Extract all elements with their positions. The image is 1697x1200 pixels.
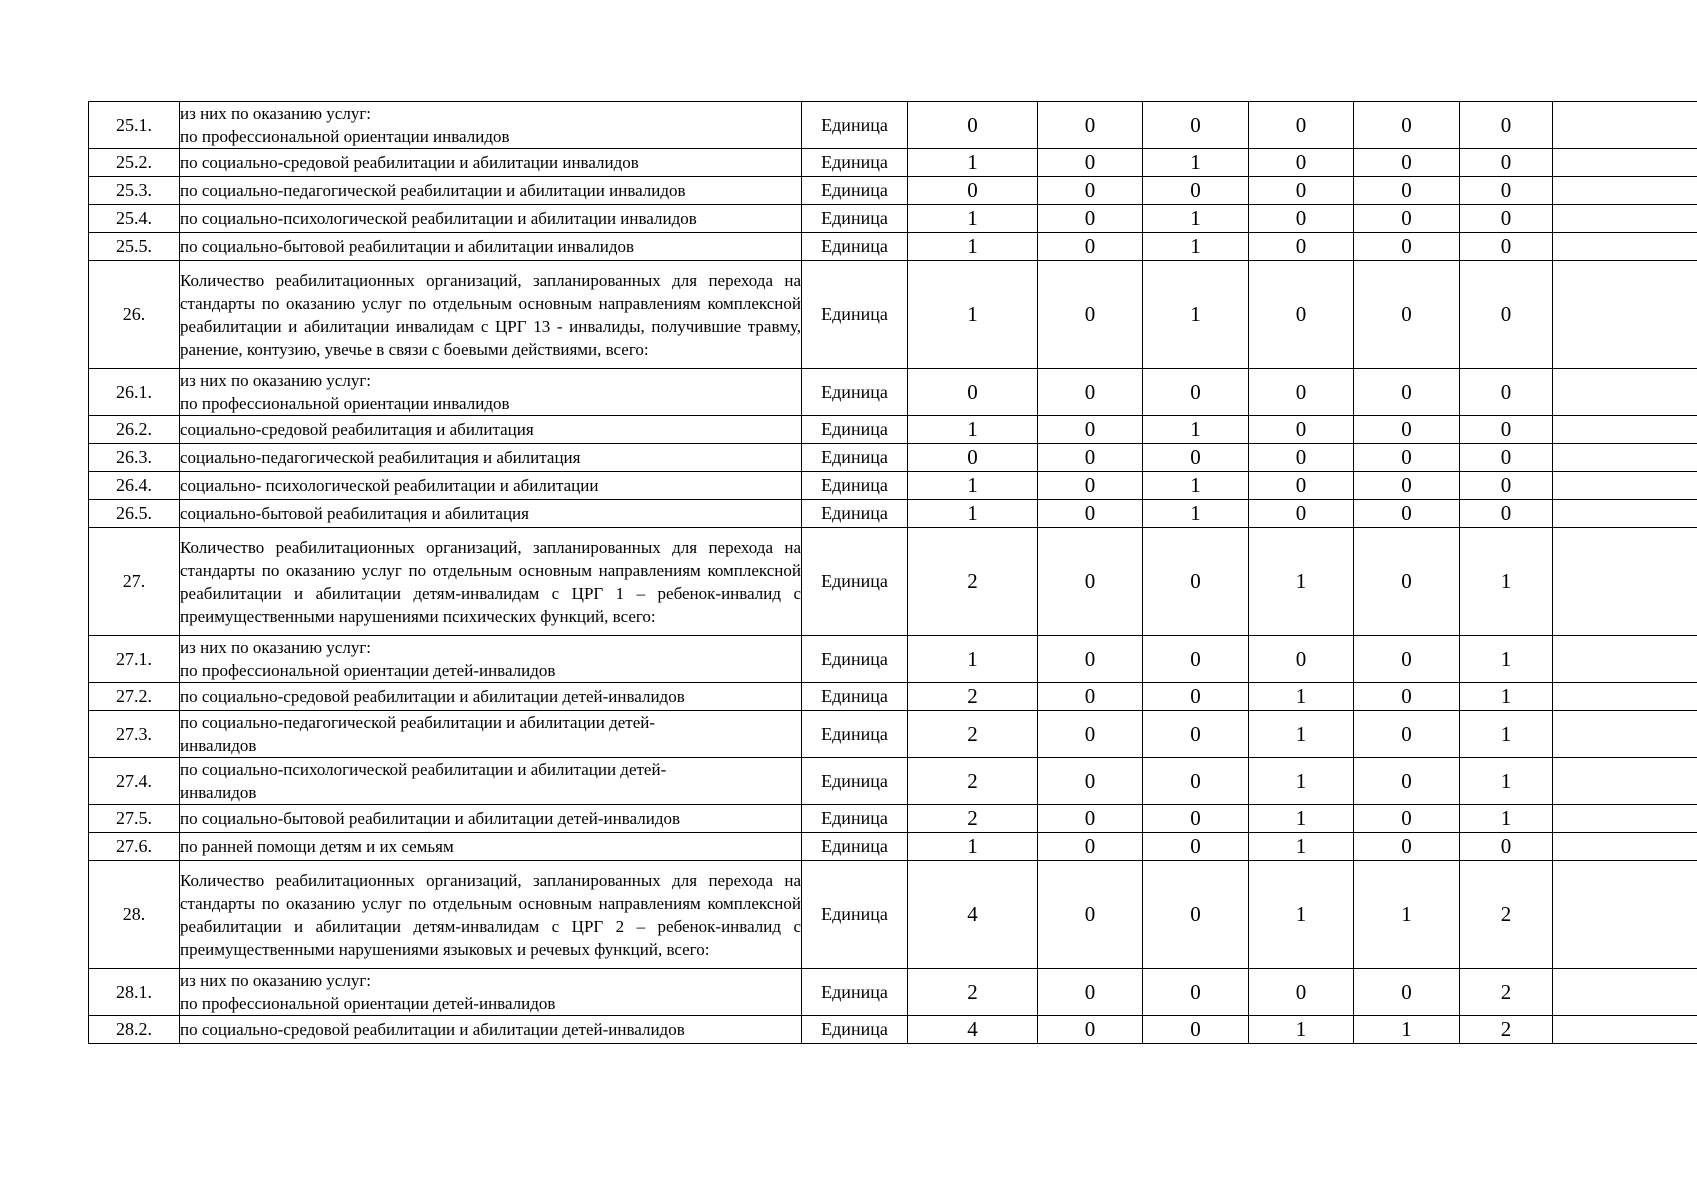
row-unit: Единица bbox=[802, 102, 908, 149]
row-value-1: 1 bbox=[908, 416, 1038, 444]
row-value-6: 0 bbox=[1460, 500, 1553, 528]
row-value-1: 1 bbox=[908, 833, 1038, 861]
table-row bbox=[89, 805, 1697, 833]
row-value-6: 1 bbox=[1460, 636, 1553, 683]
row-extra-cell bbox=[1553, 205, 1697, 233]
row-value-1: 1 bbox=[908, 500, 1038, 528]
table-row bbox=[89, 861, 1697, 969]
row-value-3: 0 bbox=[1143, 805, 1249, 833]
row-unit: Единица bbox=[802, 1016, 908, 1044]
description-line: социально-бытовой реабилитация и абилитация bbox=[180, 504, 529, 523]
row-unit: Единица bbox=[802, 636, 908, 683]
row-value-6: 0 bbox=[1460, 472, 1553, 500]
row-extra-cell bbox=[1553, 472, 1697, 500]
row-value-5: 1 bbox=[1354, 1016, 1460, 1044]
row-unit: Единица bbox=[802, 233, 908, 261]
row-description bbox=[180, 758, 802, 805]
row-extra-cell bbox=[1553, 528, 1697, 636]
description-line: по социально-психологической реабилитации и абилитации детей- bbox=[180, 760, 667, 779]
table-row bbox=[89, 711, 1697, 758]
row-value-1: 2 bbox=[908, 805, 1038, 833]
row-description bbox=[180, 833, 802, 861]
row-value-5: 0 bbox=[1354, 416, 1460, 444]
row-number: 26.4. bbox=[89, 472, 180, 500]
row-value-4: 0 bbox=[1249, 636, 1354, 683]
row-value-2: 0 bbox=[1038, 416, 1143, 444]
row-value-5: 1 bbox=[1354, 861, 1460, 969]
row-extra-cell bbox=[1553, 500, 1697, 528]
row-unit: Единица bbox=[802, 711, 908, 758]
row-unit: Единица bbox=[802, 261, 908, 369]
row-value-6: 0 bbox=[1460, 444, 1553, 472]
row-value-6: 0 bbox=[1460, 177, 1553, 205]
row-value-5: 0 bbox=[1354, 833, 1460, 861]
row-value-5: 0 bbox=[1354, 711, 1460, 758]
row-unit: Единица bbox=[802, 683, 908, 711]
row-value-1: 2 bbox=[908, 969, 1038, 1016]
row-description bbox=[180, 636, 802, 683]
row-value-6: 1 bbox=[1460, 758, 1553, 805]
row-value-2: 0 bbox=[1038, 636, 1143, 683]
row-value-1: 0 bbox=[908, 177, 1038, 205]
row-value-6: 0 bbox=[1460, 261, 1553, 369]
row-value-2: 0 bbox=[1038, 369, 1143, 416]
row-description bbox=[180, 711, 802, 758]
row-value-4: 0 bbox=[1249, 261, 1354, 369]
row-value-4: 1 bbox=[1249, 528, 1354, 636]
row-value-3: 0 bbox=[1143, 636, 1249, 683]
description-line: по социально-средовой реабилитации и абилитации детей-инвалидов bbox=[180, 687, 685, 706]
row-number: 27.1. bbox=[89, 636, 180, 683]
row-unit: Единица bbox=[802, 833, 908, 861]
row-number: 25.2. bbox=[89, 149, 180, 177]
row-value-4: 0 bbox=[1249, 233, 1354, 261]
table-row bbox=[89, 833, 1697, 861]
table-body bbox=[89, 102, 1697, 1044]
row-value-3: 1 bbox=[1143, 500, 1249, 528]
table-row bbox=[89, 233, 1697, 261]
description-line: по профессиональной ориентации детей-инвалидов bbox=[180, 661, 556, 680]
row-number: 28.1. bbox=[89, 969, 180, 1016]
row-number: 27.5. bbox=[89, 805, 180, 833]
row-value-5: 0 bbox=[1354, 102, 1460, 149]
row-number: 25.3. bbox=[89, 177, 180, 205]
row-value-2: 0 bbox=[1038, 833, 1143, 861]
row-number: 28. bbox=[89, 861, 180, 969]
row-value-3: 0 bbox=[1143, 1016, 1249, 1044]
row-value-1: 0 bbox=[908, 102, 1038, 149]
row-value-3: 1 bbox=[1143, 149, 1249, 177]
row-value-3: 1 bbox=[1143, 416, 1249, 444]
row-value-2: 0 bbox=[1038, 683, 1143, 711]
row-value-5: 0 bbox=[1354, 805, 1460, 833]
table-row bbox=[89, 528, 1697, 636]
row-value-5: 0 bbox=[1354, 758, 1460, 805]
row-description: Количество реабилитационных организаций, запланированных для перехода на стандарты по оказанию услуг по отдельным основным направлениям комплексной реабилитации и абилитации инвалидам с ЦРГ 13 - инвалиды, получившие травму, ранение, контузию, увечье в связи с боевыми действиями, всего: bbox=[180, 261, 802, 369]
row-value-2: 0 bbox=[1038, 861, 1143, 969]
row-extra-cell bbox=[1553, 261, 1697, 369]
row-value-6: 1 bbox=[1460, 528, 1553, 636]
row-description bbox=[180, 416, 802, 444]
row-value-2: 0 bbox=[1038, 805, 1143, 833]
row-value-2: 0 bbox=[1038, 711, 1143, 758]
row-value-6: 2 bbox=[1460, 969, 1553, 1016]
row-value-4: 1 bbox=[1249, 861, 1354, 969]
row-value-5: 0 bbox=[1354, 177, 1460, 205]
row-value-3: 0 bbox=[1143, 861, 1249, 969]
row-value-5: 0 bbox=[1354, 636, 1460, 683]
row-value-1: 0 bbox=[908, 444, 1038, 472]
row-value-3: 0 bbox=[1143, 969, 1249, 1016]
row-value-6: 0 bbox=[1460, 102, 1553, 149]
row-value-5: 0 bbox=[1354, 969, 1460, 1016]
row-value-2: 0 bbox=[1038, 500, 1143, 528]
row-value-1: 1 bbox=[908, 233, 1038, 261]
row-value-5: 0 bbox=[1354, 205, 1460, 233]
row-value-2: 0 bbox=[1038, 149, 1143, 177]
description-line: социально- психологической реабилитации и абилитации bbox=[180, 476, 599, 495]
row-extra-cell bbox=[1553, 758, 1697, 805]
row-value-3: 1 bbox=[1143, 472, 1249, 500]
row-extra-cell bbox=[1553, 233, 1697, 261]
row-value-3: 1 bbox=[1143, 233, 1249, 261]
row-extra-cell bbox=[1553, 177, 1697, 205]
row-value-5: 0 bbox=[1354, 528, 1460, 636]
row-value-5: 0 bbox=[1354, 233, 1460, 261]
row-value-5: 0 bbox=[1354, 149, 1460, 177]
row-extra-cell bbox=[1553, 636, 1697, 683]
row-value-6: 0 bbox=[1460, 149, 1553, 177]
row-number: 27.6. bbox=[89, 833, 180, 861]
row-value-2: 0 bbox=[1038, 969, 1143, 1016]
row-value-2: 0 bbox=[1038, 205, 1143, 233]
row-value-6: 1 bbox=[1460, 805, 1553, 833]
row-number: 27.4. bbox=[89, 758, 180, 805]
row-value-1: 1 bbox=[908, 205, 1038, 233]
description-line: инвалидов bbox=[180, 736, 257, 755]
row-value-5: 0 bbox=[1354, 444, 1460, 472]
row-value-5: 0 bbox=[1354, 500, 1460, 528]
row-extra-cell bbox=[1553, 711, 1697, 758]
table-row bbox=[89, 177, 1697, 205]
row-value-1: 2 bbox=[908, 683, 1038, 711]
table-row bbox=[89, 102, 1697, 149]
description-line: социально-педагогической реабилитация и абилитация bbox=[180, 448, 581, 467]
row-number: 27.2. bbox=[89, 683, 180, 711]
row-value-4: 1 bbox=[1249, 758, 1354, 805]
table-row bbox=[89, 683, 1697, 711]
row-value-1: 2 bbox=[908, 528, 1038, 636]
row-value-4: 1 bbox=[1249, 833, 1354, 861]
row-description bbox=[180, 472, 802, 500]
row-value-2: 0 bbox=[1038, 233, 1143, 261]
row-number: 25.4. bbox=[89, 205, 180, 233]
row-value-1: 4 bbox=[908, 1016, 1038, 1044]
description-line: по социально-бытовой реабилитации и абилитации инвалидов bbox=[180, 237, 635, 256]
row-description bbox=[180, 805, 802, 833]
row-value-6: 1 bbox=[1460, 711, 1553, 758]
data-table bbox=[88, 101, 1697, 1044]
row-extra-cell bbox=[1553, 861, 1697, 969]
description-line: из них по оказанию услуг: bbox=[180, 638, 372, 657]
row-value-1: 2 bbox=[908, 711, 1038, 758]
row-number: 26.1. bbox=[89, 369, 180, 416]
row-value-4: 0 bbox=[1249, 369, 1354, 416]
row-description bbox=[180, 1016, 802, 1044]
row-extra-cell bbox=[1553, 369, 1697, 416]
table-row bbox=[89, 758, 1697, 805]
row-value-4: 0 bbox=[1249, 102, 1354, 149]
row-value-3: 0 bbox=[1143, 444, 1249, 472]
description-line: по профессиональной ориентации инвалидов bbox=[180, 394, 510, 413]
row-unit: Единица bbox=[802, 416, 908, 444]
row-extra-cell bbox=[1553, 102, 1697, 149]
row-number: 26.5. bbox=[89, 500, 180, 528]
row-number: 28.2. bbox=[89, 1016, 180, 1044]
table-row bbox=[89, 416, 1697, 444]
description-line: по ранней помощи детям и их семьям bbox=[180, 837, 454, 856]
table-row bbox=[89, 969, 1697, 1016]
description-line: по социально-средовой реабилитации и абилитации детей-инвалидов bbox=[180, 1020, 685, 1039]
row-number: 26.2. bbox=[89, 416, 180, 444]
row-number: 25.1. bbox=[89, 102, 180, 149]
description-line: по социально-психологической реабилитации и абилитации инвалидов bbox=[180, 209, 697, 228]
row-extra-cell bbox=[1553, 444, 1697, 472]
row-value-1: 0 bbox=[908, 369, 1038, 416]
row-value-4: 1 bbox=[1249, 683, 1354, 711]
row-value-3: 0 bbox=[1143, 683, 1249, 711]
row-description bbox=[180, 369, 802, 416]
row-unit: Единица bbox=[802, 177, 908, 205]
row-value-3: 1 bbox=[1143, 261, 1249, 369]
row-value-3: 0 bbox=[1143, 528, 1249, 636]
row-number: 25.5. bbox=[89, 233, 180, 261]
row-value-1: 1 bbox=[908, 636, 1038, 683]
row-unit: Единица bbox=[802, 969, 908, 1016]
row-value-3: 0 bbox=[1143, 833, 1249, 861]
row-value-3: 0 bbox=[1143, 758, 1249, 805]
table-row bbox=[89, 369, 1697, 416]
row-value-1: 4 bbox=[908, 861, 1038, 969]
description-line: социально-средовой реабилитация и абилитация bbox=[180, 420, 534, 439]
table-row bbox=[89, 149, 1697, 177]
row-value-2: 0 bbox=[1038, 472, 1143, 500]
row-value-4: 0 bbox=[1249, 177, 1354, 205]
description-line: по профессиональной ориентации инвалидов bbox=[180, 127, 510, 146]
row-value-4: 0 bbox=[1249, 969, 1354, 1016]
row-number: 27. bbox=[89, 528, 180, 636]
row-value-4: 0 bbox=[1249, 149, 1354, 177]
row-value-5: 0 bbox=[1354, 472, 1460, 500]
row-value-5: 0 bbox=[1354, 683, 1460, 711]
table-row bbox=[89, 1016, 1697, 1044]
row-value-4: 0 bbox=[1249, 205, 1354, 233]
row-value-2: 0 bbox=[1038, 758, 1143, 805]
row-unit: Единица bbox=[802, 500, 908, 528]
row-description bbox=[180, 205, 802, 233]
row-value-6: 2 bbox=[1460, 861, 1553, 969]
table-row bbox=[89, 261, 1697, 369]
row-value-6: 0 bbox=[1460, 416, 1553, 444]
table-row bbox=[89, 636, 1697, 683]
row-extra-cell bbox=[1553, 416, 1697, 444]
row-unit: Единица bbox=[802, 369, 908, 416]
row-extra-cell bbox=[1553, 969, 1697, 1016]
row-value-6: 0 bbox=[1460, 833, 1553, 861]
row-value-3: 1 bbox=[1143, 205, 1249, 233]
row-value-3: 0 bbox=[1143, 102, 1249, 149]
description-line: из них по оказанию услуг: bbox=[180, 971, 372, 990]
row-description bbox=[180, 149, 802, 177]
row-value-2: 0 bbox=[1038, 444, 1143, 472]
row-value-2: 0 bbox=[1038, 1016, 1143, 1044]
row-unit: Единица bbox=[802, 472, 908, 500]
row-value-1: 1 bbox=[908, 472, 1038, 500]
description-line: инвалидов bbox=[180, 783, 257, 802]
row-number: 26.3. bbox=[89, 444, 180, 472]
row-value-5: 0 bbox=[1354, 261, 1460, 369]
row-value-6: 0 bbox=[1460, 233, 1553, 261]
description-line: по социально-бытовой реабилитации и абилитации детей-инвалидов bbox=[180, 809, 680, 828]
row-value-1: 2 bbox=[908, 758, 1038, 805]
row-value-2: 0 bbox=[1038, 177, 1143, 205]
table-row bbox=[89, 500, 1697, 528]
row-value-6: 0 bbox=[1460, 369, 1553, 416]
row-description bbox=[180, 177, 802, 205]
row-extra-cell bbox=[1553, 149, 1697, 177]
row-unit: Единица bbox=[802, 758, 908, 805]
row-value-4: 1 bbox=[1249, 1016, 1354, 1044]
row-value-4: 0 bbox=[1249, 416, 1354, 444]
row-number: 26. bbox=[89, 261, 180, 369]
row-extra-cell bbox=[1553, 683, 1697, 711]
row-description: Количество реабилитационных организаций, запланированных для перехода на стандарты по оказанию услуг по отдельным основным направлениям комплексной реабилитации и абилитации детям-инвалидам с ЦРГ 2 – ребенок-инвалид с преимущественными нарушениями языковых и речевых функций, всего: bbox=[180, 861, 802, 969]
row-description bbox=[180, 969, 802, 1016]
row-value-4: 0 bbox=[1249, 500, 1354, 528]
row-extra-cell bbox=[1553, 805, 1697, 833]
row-value-3: 0 bbox=[1143, 711, 1249, 758]
row-description bbox=[180, 444, 802, 472]
row-number: 27.3. bbox=[89, 711, 180, 758]
row-value-4: 1 bbox=[1249, 805, 1354, 833]
row-value-2: 0 bbox=[1038, 528, 1143, 636]
row-description bbox=[180, 233, 802, 261]
row-unit: Единица bbox=[802, 444, 908, 472]
row-value-2: 0 bbox=[1038, 102, 1143, 149]
description-line: по социально-педагогической реабилитации и абилитации детей- bbox=[180, 713, 656, 732]
row-value-6: 0 bbox=[1460, 205, 1553, 233]
row-description bbox=[180, 500, 802, 528]
row-description bbox=[180, 102, 802, 149]
row-value-4: 0 bbox=[1249, 472, 1354, 500]
row-unit: Единица bbox=[802, 805, 908, 833]
row-unit: Единица bbox=[802, 528, 908, 636]
row-extra-cell bbox=[1553, 833, 1697, 861]
row-unit: Единица bbox=[802, 205, 908, 233]
row-value-4: 0 bbox=[1249, 444, 1354, 472]
description-line: из них по оказанию услуг: bbox=[180, 371, 372, 390]
row-value-3: 0 bbox=[1143, 369, 1249, 416]
row-value-5: 0 bbox=[1354, 369, 1460, 416]
row-value-3: 0 bbox=[1143, 177, 1249, 205]
description-line: из них по оказанию услуг: bbox=[180, 104, 372, 123]
description-line: по социально-средовой реабилитации и абилитации инвалидов bbox=[180, 153, 639, 172]
row-value-4: 1 bbox=[1249, 711, 1354, 758]
table-row bbox=[89, 205, 1697, 233]
row-description bbox=[180, 683, 802, 711]
description-line: по профессиональной ориентации детей-инвалидов bbox=[180, 994, 556, 1013]
row-value-6: 2 bbox=[1460, 1016, 1553, 1044]
row-value-2: 0 bbox=[1038, 261, 1143, 369]
table-row bbox=[89, 444, 1697, 472]
row-extra-cell bbox=[1553, 1016, 1697, 1044]
row-unit: Единица bbox=[802, 149, 908, 177]
table-row bbox=[89, 472, 1697, 500]
description-line: по социально-педагогической реабилитации и абилитации инвалидов bbox=[180, 181, 686, 200]
row-value-6: 1 bbox=[1460, 683, 1553, 711]
row-unit: Единица bbox=[802, 861, 908, 969]
row-value-1: 1 bbox=[908, 149, 1038, 177]
row-description: Количество реабилитационных организаций, запланированных для перехода на стандарты по оказанию услуг по отдельным основным направлениям комплексной реабилитации и абилитации детям-инвалидам с ЦРГ 1 – ребенок-инвалид с преимущественными нарушениями психических функций, всего: bbox=[180, 528, 802, 636]
row-value-1: 1 bbox=[908, 261, 1038, 369]
